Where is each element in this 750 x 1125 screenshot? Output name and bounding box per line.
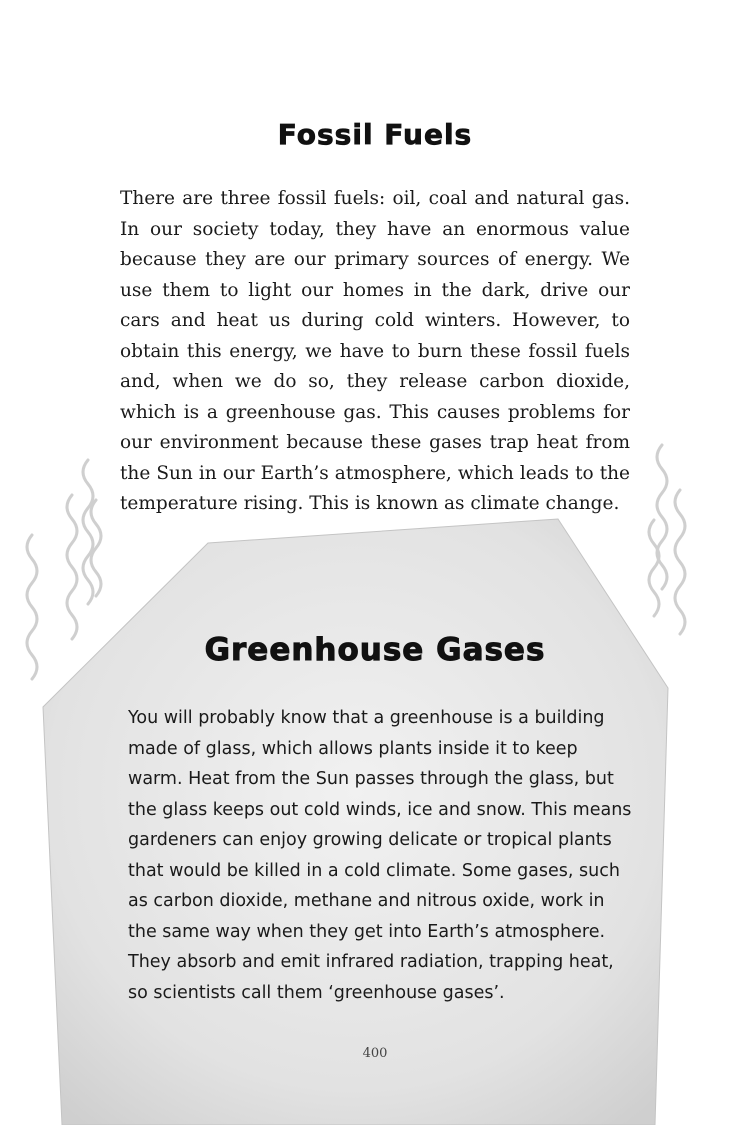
section-title-fossil-fuels: Fossil Fuels bbox=[277, 118, 473, 151]
paragraph-line: They absorb and emit infrared radiation, trapping heat, bbox=[128, 952, 614, 972]
paragraph-line: so scientists call them ‘greenhouse gases’. bbox=[128, 982, 505, 1003]
greenhouse-gases-paragraph bbox=[128, 703, 632, 1008]
section-title-greenhouse-gases: Greenhouse Gases bbox=[204, 632, 546, 668]
paragraph-line: made of glass, which allows plants inside it to keep bbox=[128, 738, 578, 759]
paragraph-line: that would be killed in a cold climate. Some gases, such bbox=[128, 860, 620, 881]
heat-wave-line bbox=[649, 520, 659, 616]
paragraph-line: You will probably know that a greenhouse is a building bbox=[128, 708, 605, 728]
paragraph-line: gardeners can enjoy growing delicate or tropical plants bbox=[128, 830, 612, 850]
paragraph-line: the same way when they get into Earth’s atmosphere. bbox=[128, 921, 606, 942]
heat-waves-right bbox=[649, 445, 685, 634]
paragraph-line: the glass keeps out cold winds, ice and snow. This means bbox=[128, 799, 632, 820]
paragraph-line: as carbon dioxide, methane and nitrous oxide, work in bbox=[128, 891, 605, 911]
page-number: 400 bbox=[362, 1046, 388, 1061]
heat-wave-line bbox=[657, 445, 667, 589]
paragraph-line: warm. Heat from the Sun passes through the glass, but bbox=[128, 769, 614, 789]
heat-wave-line bbox=[83, 460, 93, 604]
fossil-fuels-paragraph: There are three fossil fuels: oil, coal and natural gas. In our society today, they have an enormous value because they are our primary sources of energy. We use them to light our homes in the dark, drive our cars and heat us during cold winters. However, to obtain this energy, we have to burn these fossil fuels and, when we do so, they release carbon dioxide, which is a greenhouse gas. This causes problems for our environment because these gases trap heat from the Sun in our Earth’s atmosphere, which leads to the temperature rising. This is known as climate change. bbox=[120, 188, 630, 514]
heat-wave-line bbox=[67, 495, 77, 639]
heat-wave-line bbox=[675, 490, 685, 634]
